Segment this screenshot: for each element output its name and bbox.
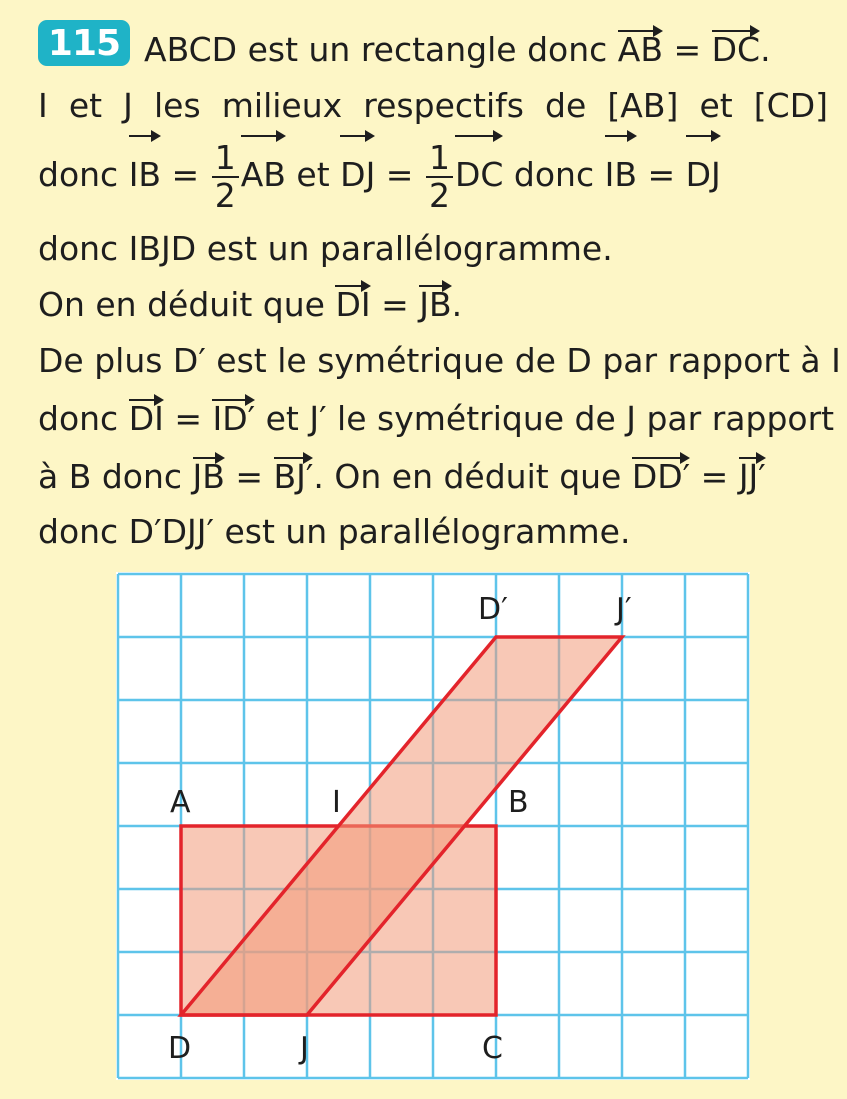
- label-D-prime: D′: [478, 592, 508, 627]
- vector-DI: DI: [128, 399, 164, 438]
- vector-IB: IB: [605, 135, 637, 215]
- vector-DD-prime: DD′: [631, 457, 691, 496]
- vector-JJ-prime: JJ′: [738, 457, 766, 496]
- text: .: [760, 30, 771, 69]
- text: =: [663, 30, 712, 69]
- text: et J′ le symétrique de J par rapport: [255, 399, 835, 438]
- text: et: [285, 155, 341, 194]
- text: On en déduit que: [38, 285, 336, 324]
- exercise-number-badge: 115: [38, 20, 130, 66]
- vector-JB: JB: [419, 285, 452, 324]
- vector-DC: DC: [455, 135, 503, 215]
- vector-DC: DC: [711, 30, 761, 69]
- text: .: [451, 285, 463, 324]
- label-I: I: [332, 785, 341, 820]
- fraction-one-half: [212, 137, 239, 215]
- text-line-4: donc IBJD est un parallélogramme.: [38, 229, 613, 268]
- vector-AB: AB: [617, 30, 663, 69]
- label-D: D: [168, 1031, 192, 1066]
- text: donc: [38, 399, 129, 438]
- denominator: 2: [428, 175, 450, 215]
- vector-IB: IB: [129, 135, 161, 215]
- label-A: A: [170, 785, 191, 820]
- geometry-figure: [116, 572, 750, 1080]
- label-J: J: [300, 1031, 309, 1066]
- fraction-one-half: [426, 137, 453, 215]
- text-line-8: [38, 457, 828, 497]
- label-J-prime: J′: [616, 592, 632, 627]
- numerator: 1: [426, 140, 453, 178]
- text: donc: [38, 155, 129, 194]
- text: =: [375, 155, 424, 194]
- text: à B donc: [38, 457, 193, 496]
- vector-DI: DI: [335, 285, 371, 324]
- vector-DJ: DJ: [686, 135, 721, 215]
- vector-JB: JB: [192, 457, 225, 496]
- text: ABCD est un rectangle donc: [144, 30, 618, 69]
- text-line-5: [38, 285, 828, 325]
- vector-DJ: DJ: [340, 135, 375, 215]
- label-C: C: [482, 1031, 503, 1066]
- text-line-7: [38, 399, 835, 439]
- text-line-9: donc D′DJJ′ est un parallélogramme.: [38, 512, 631, 551]
- numerator: 1: [212, 140, 239, 178]
- text: =: [370, 285, 420, 324]
- denominator: 2: [214, 175, 236, 215]
- label-B: B: [508, 785, 529, 820]
- text-line-3: [38, 135, 828, 215]
- text: =: [690, 457, 739, 496]
- text-line-6: De plus D′ est le symétrique de D par rapport à I: [38, 341, 841, 380]
- text: donc: [503, 155, 605, 194]
- text: =: [163, 399, 213, 438]
- text: . On en déduit que: [313, 457, 632, 496]
- text: =: [636, 155, 686, 194]
- text: =: [161, 155, 210, 194]
- vector-BJ-prime: BJ′: [273, 457, 314, 496]
- text: =: [224, 457, 274, 496]
- vector-ID-prime: ID′: [212, 399, 256, 438]
- text-line-2: I et J les milieux respectifs de [AB] et [CD]: [38, 86, 828, 125]
- vector-AB: AB: [241, 135, 286, 215]
- text-line-1: [144, 30, 844, 70]
